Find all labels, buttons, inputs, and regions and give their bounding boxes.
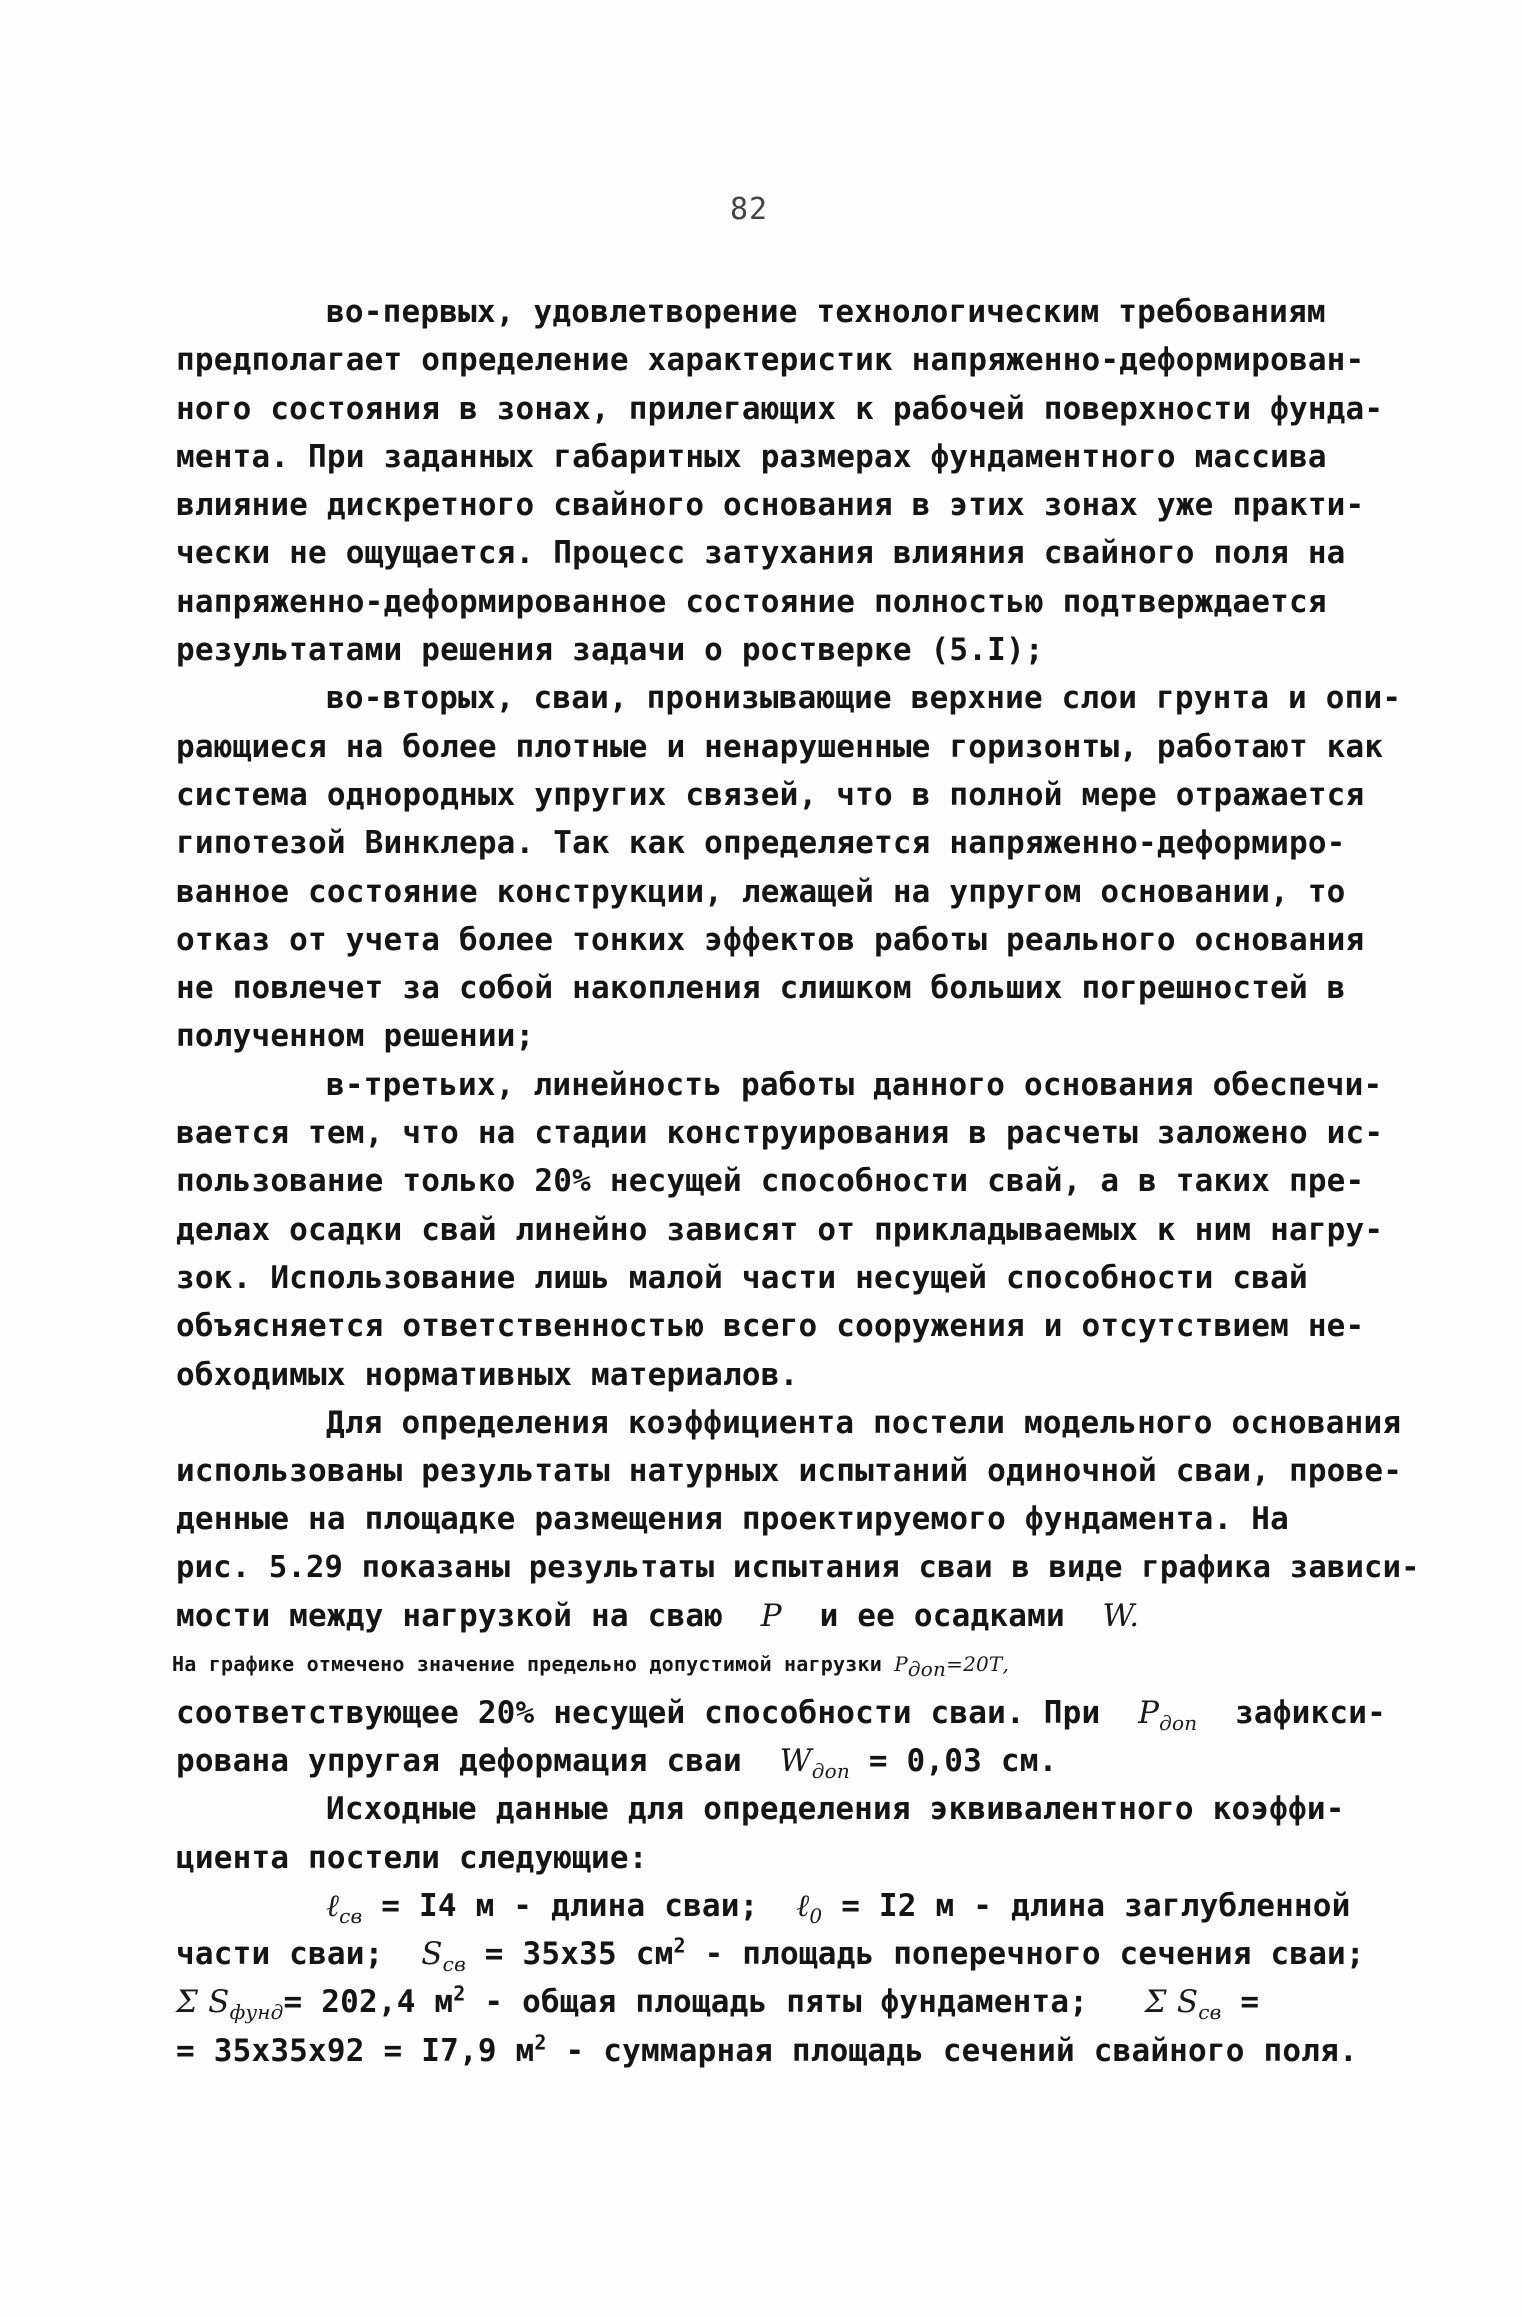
text-line-22: объясняется ответственностью всего сооружения и отсутствием не- xyxy=(176,1308,1365,1345)
text-line-20: делах осадки свай линейно зависят от прикладываемых к ним нагру- xyxy=(176,1211,1384,1248)
text-line-30: соответствующее 20% несущей способности сваи. При $P_{доп}$ зафикси- xyxy=(176,1694,1386,1735)
text-line-16: полученном решении; xyxy=(176,1018,535,1055)
text-line-12: гипотезой Винклера. Так как определяется напряженно-деформиро- xyxy=(176,825,1346,862)
load-symbol: P xyxy=(760,1598,782,1635)
text-line-17: в-третьих, линейность работы данного основания обеспечи- xyxy=(326,1066,1383,1103)
text-line-37: = 35x35x92 = I7,9 $м^2$ - суммарная площадь сечений свайного поля. xyxy=(176,2030,1358,2069)
text-line-10: рающиеся на более плотные и ненарушенные горизонты, работают как xyxy=(176,728,1384,765)
text-line-25: использованы результаты натурных испытаний одиночной сваи, прове- xyxy=(176,1453,1403,1490)
text-line-5: влияние дискретного свайного основания в этих зонах уже практи- xyxy=(176,487,1365,524)
text-line-21: зок. Использование лишь малой части несущей способности свай xyxy=(176,1259,1308,1296)
text-line-14: отказ от учета более тонких эффектов работы реального основания xyxy=(176,921,1365,958)
text-line-7: напряженно-деформированное состояние полностью подтверждается xyxy=(176,583,1327,620)
text-line-3: ного состояния в зонах, прилегающих к рабочей поверхности фунда- xyxy=(176,390,1384,427)
text-line-2: предполагает определение характеристик напряженно-деформирован- xyxy=(176,342,1365,379)
text-line-29: На графике отмечено значение предельно допустимой нагрузки $P_{доп}=20Т$, xyxy=(172,1652,1010,1682)
text-line-9: во-вторых, сваи, пронизывающие верхние слои грунта и опи- xyxy=(326,680,1402,717)
body-text xyxy=(172,288,1426,2075)
text-line-19: пользование только 20% несущей способности свай, а в таких пре- xyxy=(176,1163,1365,1200)
text-line-33: циента постели следующие: xyxy=(176,1839,648,1876)
text-line-24: Для определения коэффициента постели модельного основания xyxy=(326,1404,1402,1441)
text-line-1: во-первых, удовлетворение технологическим требованиям xyxy=(326,294,1326,330)
text-line-35: части сваи; $S_{св} = 35x35$ $см^2$ - площадь поперечного сечения сваи; xyxy=(176,1933,1365,1977)
text-line-11: система однородных упругих связей, что в полной мере отражается xyxy=(176,776,1365,813)
text-line-32: Исходные данные для определения эквивалентного коэффи- xyxy=(326,1791,1345,1828)
text-line-28: мости между нагрузкой на сваю P и ее осадками W. xyxy=(176,1598,1140,1635)
text-line-31: рована упругая деформация сваи $W_{доп} = 0,03$ см. xyxy=(176,1742,1058,1784)
text-line-15: не повлечет за собой накопления слишком больших погрешностей в xyxy=(176,970,1346,1007)
text-line-27: рис. 5.29 показаны результаты испытания сваи в виде графика зависи- xyxy=(176,1549,1420,1585)
text-line-8: результатами решения задачи о ростверке (5.I); xyxy=(176,632,1044,669)
page-number: 82 xyxy=(730,192,769,227)
paragraph-lines xyxy=(176,288,1426,1592)
text-line-13: ванное состояние конструкции, лежащей на упругом основании, то xyxy=(176,873,1346,910)
text-line-34: ℓ$_{св}$ = I4 м - длина сваи; ℓ$_0$ = I2 м - длина заглубленной xyxy=(326,1887,1351,1928)
settlement-symbol: W. xyxy=(1102,1598,1140,1635)
text-line-6: чески не ощущается. Процесс затухания влияния свайного поля на xyxy=(176,535,1346,572)
text-line-26: денные на площадке размещения проектируемого фундамента. На xyxy=(176,1501,1289,1538)
text-line-36: Σ $S_{фунд}= 202,4$ $м^2$ - общая площадь пяты фундамента; Σ $S_{св}$ = xyxy=(176,1982,1260,2025)
text-line-4: мента. При заданных габаритных размерах фундаментного массива xyxy=(176,438,1327,475)
text-line-23: обходимых нормативных материалов. xyxy=(176,1356,799,1393)
text-line-18: вается тем, что на стадии конструирования в расчеты заложено ис- xyxy=(176,1115,1384,1152)
